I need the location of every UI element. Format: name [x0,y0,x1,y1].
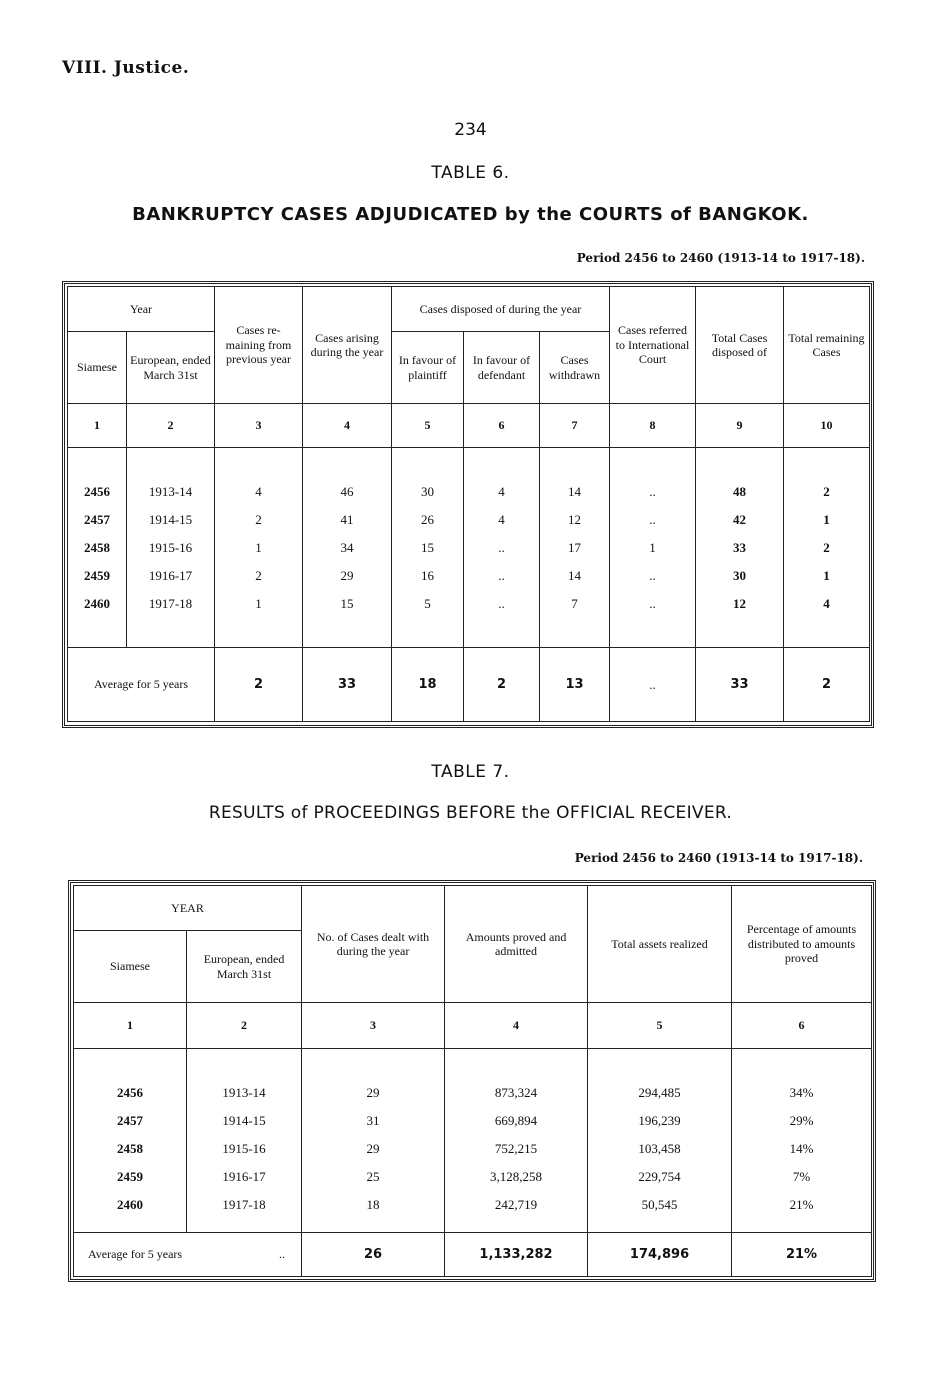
table-cell: 1 [823,511,830,527]
siamese-header: Siamese [74,931,187,1003]
average-cell: 2 [215,648,303,722]
table-cell: 15 [340,595,354,611]
table6 [67,286,870,722]
table7 [73,885,872,1277]
table-cell: 1915-16 [222,1141,266,1156]
defendant-column [464,448,540,648]
table-cell: .. [649,567,656,583]
table-cell: 752,215 [494,1141,538,1156]
table-cell: 4 [498,483,505,499]
table-cell: 1 [255,539,262,555]
table-cell: 31 [366,1113,380,1128]
table7-period: Period 2456 to 2460 (1913-14 to 1917-18). [574,851,863,865]
average-cell: 2 [464,648,540,722]
col-number: 2 [187,1003,302,1049]
withdrawn-column [540,448,610,648]
table-cell: 2457 [84,511,110,527]
table-cell: 14% [789,1141,814,1156]
average-cell: 174,896 [588,1233,732,1277]
average-cell: 18 [392,648,464,722]
table-cell: 29% [789,1113,814,1128]
table-cell: 30 [733,567,746,583]
table-cell: 7% [792,1169,811,1184]
arising-column [303,448,392,648]
table-cell: .. [498,539,505,555]
percentage-column [732,1049,872,1233]
table-cell: 2 [823,539,830,555]
section-heading: VIII. Justice. [62,58,190,78]
table-cell: 2 [255,511,262,527]
col-number: 8 [610,404,696,448]
table-cell: 1913-14 [148,483,193,499]
table-cell: 26 [421,511,434,527]
table6-label: TABLE 6. [431,163,510,183]
average-cell: 2 [784,648,870,722]
average-cell: 33 [696,648,784,722]
table6-title: BANKRUPTCY CASES ADJUDICATED by the COURTS of BANGKOK. [132,204,809,225]
international-header: Cases referred to International Court [610,287,696,404]
table-cell: 21% [789,1197,814,1212]
col-number: 6 [464,404,540,448]
table-cell: 2 [823,483,830,499]
european-column [187,1049,302,1233]
european-column [127,448,215,648]
amounts-column [445,1049,588,1233]
table-cell: 12 [568,511,581,527]
col-number: 10 [784,404,870,448]
table-cell: 2460 [84,595,110,611]
average-cell: 26 [302,1233,445,1277]
table-cell: 4 [823,595,830,611]
year-header: YEAR [74,886,302,931]
table-cell: 16 [421,567,434,583]
table6-period: Period 2456 to 2460 (1913-14 to 1917-18). [576,251,865,265]
col-number: 9 [696,404,784,448]
assets-header: Total assets realized [588,886,732,1003]
table-cell: 1917-18 [222,1197,266,1212]
table-cell: 229,754 [638,1169,681,1184]
page-number: 234 [454,120,487,140]
table7-title: RESULTS of PROCEEDINGS BEFORE the OFFICIAL RECEIVER. [208,803,733,823]
table-cell: 4 [498,511,505,527]
table-cell: 2458 [84,539,110,555]
total-remaining-header: Total remaining Cases [784,287,870,404]
table-cell: 242,719 [494,1197,538,1212]
average-label-cell [74,1233,302,1277]
table-cell: 1914-15 [148,511,193,527]
table-cell: 30 [421,483,434,499]
disposed-header: Cases disposed of during the year [392,287,610,332]
table7-label: TABLE 7. [431,762,510,782]
table-cell: 33 [733,539,746,555]
table-cell: 196,239 [638,1113,681,1128]
table-cell: 18 [366,1197,380,1212]
table-cell: 5 [424,595,431,611]
average-cell: 13 [540,648,610,722]
defendant-header: In favour of defendant [464,332,540,404]
average-label: Average for 5 years [68,648,215,722]
assets-column [588,1049,732,1233]
table-cell: 25 [366,1169,380,1184]
table-cell: 2 [255,567,262,583]
table-cell: 1913-14 [222,1085,266,1100]
col-number: 6 [732,1003,872,1049]
table-cell: 1916-17 [222,1169,266,1184]
cases-header: No. of Cases dealt with during the year [302,886,445,1003]
cases-column [302,1049,445,1233]
remaining-prev-header: Cases re-maining from previous year [215,287,303,404]
table-cell: 2458 [117,1141,143,1156]
international-column [610,448,696,648]
arising-header: Cases arising during the year [303,287,392,404]
col-number: 4 [445,1003,588,1049]
siamese-column [68,448,127,648]
table-cell: 17 [568,539,581,555]
amounts-header: Amounts proved and admitted [445,886,588,1003]
average-dots: .. [279,1247,286,1262]
table-cell: 1 [823,567,830,583]
table-cell: 29 [340,567,354,583]
average-cell: 21% [732,1233,872,1277]
table-cell: 3,128,258 [490,1169,543,1184]
siamese-header: Siamese [68,332,127,404]
table-cell: 2456 [84,483,110,499]
table-cell: 873,324 [494,1085,538,1100]
table-cell: 48 [733,483,746,499]
remaining-prev-column [215,448,303,648]
table-cell: 14 [568,483,581,499]
table-cell: 2459 [84,567,110,583]
table-cell: 42 [733,511,746,527]
table-cell: 2457 [117,1113,143,1128]
col-number: 2 [127,404,215,448]
col-number: 1 [74,1003,187,1049]
table-cell: 15 [421,539,434,555]
table-cell: 1 [649,539,656,555]
table-cell: .. [649,483,656,499]
table-cell: 103,458 [638,1141,681,1156]
table-cell: 7 [571,595,578,611]
withdrawn-header: Cases withdrawn [540,332,610,404]
table-cell: .. [649,595,656,611]
col-number: 7 [540,404,610,448]
table-cell: 4 [255,483,262,499]
table-cell: 1916-17 [148,567,193,583]
table-cell: 1917-18 [148,595,193,611]
percentage-header: Percentage of amounts distributed to amounts proved [732,886,872,1003]
european-header: European, ended March 31st [127,332,215,404]
table-cell: 1 [255,595,262,611]
total-disposed-header: Total Cases disposed of [696,287,784,404]
col-number: 5 [588,1003,732,1049]
table-cell: 34 [340,539,354,555]
european-header: European, ended March 31st [187,931,302,1003]
siamese-column [74,1049,187,1233]
plaintiff-header: In favour of plaintiff [392,332,464,404]
average-cell: 33 [303,648,392,722]
table-cell: .. [498,567,505,583]
col-number: 4 [303,404,392,448]
col-number: 3 [215,404,303,448]
table-cell: 2459 [117,1169,143,1184]
table-cell: 41 [340,511,354,527]
average-cell: .. [610,648,696,722]
total-disposed-column [696,448,784,648]
year-header: Year [68,287,215,332]
table-cell: 669,894 [494,1113,538,1128]
table-cell: 14 [568,567,581,583]
table-cell: 34% [789,1085,814,1100]
average-label: Average for 5 years [88,1247,183,1262]
table-cell: 2460 [117,1197,143,1212]
table-cell: 2456 [117,1085,143,1100]
table-cell: 46 [340,483,354,499]
table-cell: 50,545 [641,1197,678,1212]
table-cell: 29 [366,1085,380,1100]
table-cell: .. [649,511,656,527]
plaintiff-column [392,448,464,648]
total-remaining-column [784,448,870,648]
table-cell: 12 [733,595,746,611]
table-cell: 294,485 [638,1085,681,1100]
table-cell: .. [498,595,505,611]
table-cell: 1914-15 [222,1113,266,1128]
col-number: 3 [302,1003,445,1049]
table-cell: 29 [366,1141,380,1156]
average-cell: 1,133,282 [445,1233,588,1277]
table-cell: 1915-16 [148,539,193,555]
col-number: 5 [392,404,464,448]
col-number: 1 [68,404,127,448]
